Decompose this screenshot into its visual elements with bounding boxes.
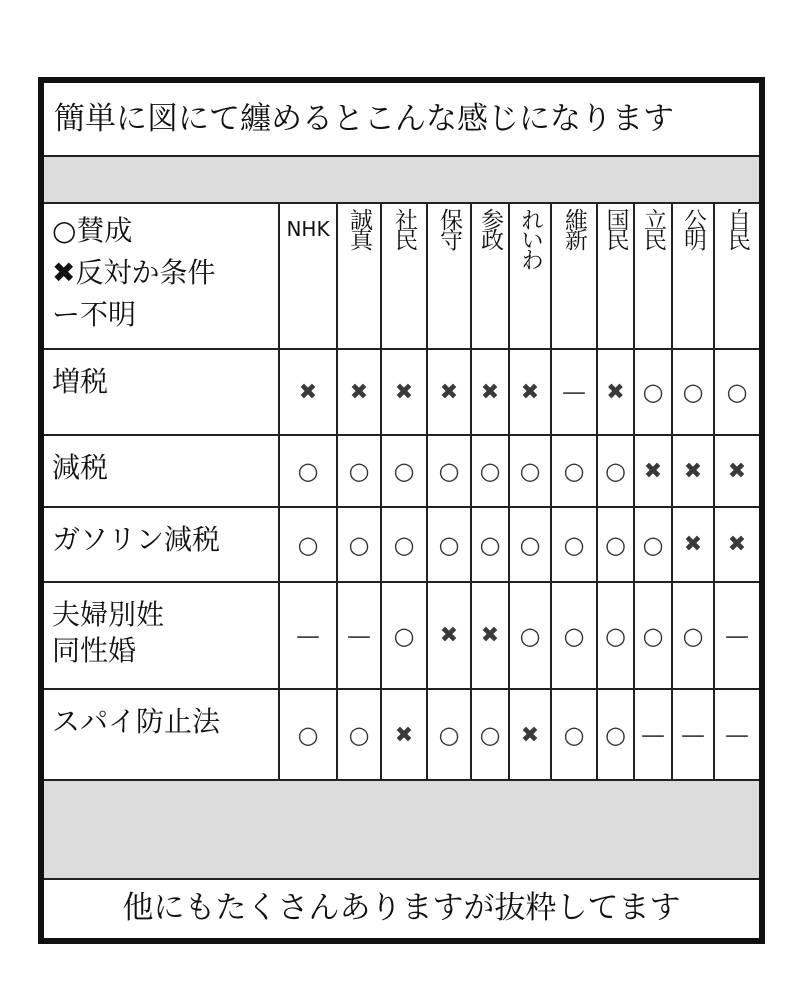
mark-cell: ○: [472, 690, 510, 780]
mark-cell: ○: [338, 508, 382, 583]
party-header: [552, 204, 598, 350]
mark-cell: ✖: [510, 350, 552, 436]
mark-cell: ○: [382, 508, 428, 583]
mark-cell: ○: [382, 436, 428, 508]
mark-cell: ○: [472, 508, 510, 583]
party-hoshu: 保守: [436, 208, 462, 248]
mark-cell: ○: [280, 690, 338, 780]
mark-cell: ○: [598, 690, 635, 780]
mark-cell: ✖: [673, 436, 715, 508]
mark-cell: ○: [510, 508, 552, 583]
mark-cell: ○: [598, 583, 635, 690]
mark-cell: ○: [552, 508, 598, 583]
legend-agree: ○賛成: [52, 214, 133, 247]
mark-cell: ○: [598, 436, 635, 508]
row-label: スパイ防止法: [44, 690, 280, 780]
mark-cell: ○: [280, 436, 338, 508]
row-label: ガソリン減税: [44, 508, 280, 583]
mark-cell: ○: [280, 508, 338, 583]
mark-cell: —: [552, 350, 598, 436]
party-nhk: NHK: [286, 217, 330, 241]
mark-cell: ✖: [382, 350, 428, 436]
party-shamin: 社民: [391, 208, 417, 248]
mark-cell: ○: [552, 436, 598, 508]
comparison-table: [44, 204, 759, 779]
party-kokumin: 国民: [602, 208, 629, 248]
party-header: [673, 204, 715, 350]
mark-cell: ✖: [715, 508, 759, 583]
legend-oppose: ✖反対か条件: [52, 256, 216, 289]
mark-cell: ✖: [598, 350, 635, 436]
mark-cell: ✖: [510, 690, 552, 780]
party-ishin: 維新: [561, 208, 587, 248]
mark-cell: ✖: [428, 583, 472, 690]
mark-cell: ○: [552, 690, 598, 780]
row-label: 夫婦別姓 同性婚: [44, 583, 280, 690]
party-header: [338, 204, 382, 350]
mark-cell: ○: [428, 690, 472, 780]
mark-cell: ○: [598, 508, 635, 583]
mark-cell: —: [635, 690, 673, 780]
mark-cell: ✖: [338, 350, 382, 436]
page-title: 簡単に図にて纏めるとこんな感じになります: [44, 83, 759, 157]
mark-cell: ○: [510, 583, 552, 690]
mark-cell: ○: [382, 583, 428, 690]
mark-cell: —: [725, 721, 749, 749]
mark-cell: ○: [428, 436, 472, 508]
party-header: [280, 204, 338, 350]
mark-cell: ○: [510, 436, 552, 508]
party-header: [428, 204, 472, 350]
party-reiwa: れいわ: [517, 208, 543, 268]
mark-cell: ✖: [673, 508, 715, 583]
party-header: [715, 204, 759, 350]
mark-cell: ○: [635, 508, 673, 583]
legend-unknown: ー不明: [52, 298, 137, 331]
mark-cell: —: [673, 690, 715, 780]
mark-cell: ○: [428, 508, 472, 583]
mark-cell: —: [715, 583, 759, 690]
gray-band-top: [44, 157, 759, 204]
mark-cell: —: [338, 583, 382, 690]
mark-cell: ✖: [428, 350, 472, 436]
party-sansei: 参政: [477, 208, 503, 248]
mark-cell: ✖: [280, 350, 338, 436]
mark-cell: ○: [552, 583, 598, 690]
gray-band-bottom: [44, 779, 759, 880]
party-seishin: 誠真: [346, 208, 372, 248]
party-header: [598, 204, 635, 350]
party-header: [472, 204, 510, 350]
mark-cell: ○: [715, 350, 759, 436]
mark-cell: ○: [635, 350, 673, 436]
row-label: 減税: [44, 436, 280, 508]
chart-frame: [38, 77, 765, 944]
mark-cell: ○: [338, 690, 382, 780]
party-komei: 公明: [680, 208, 706, 248]
party-header: [635, 204, 673, 350]
mark-cell: ✖: [635, 436, 673, 508]
mark-cell: ○: [673, 583, 715, 690]
mark-cell: ○: [472, 436, 510, 508]
mark-cell: ✖: [472, 583, 510, 690]
party-jimin: 自民: [724, 208, 750, 248]
mark-cell: ○: [635, 583, 673, 690]
mark-cell: ○: [673, 350, 715, 436]
party-header: [382, 204, 428, 350]
footer-note: 他にもたくさんありますが抜粋してます: [122, 890, 681, 926]
party-rikken: 立民: [640, 208, 666, 248]
mark-cell: ✖: [382, 690, 428, 780]
mark-cell: ○: [338, 436, 382, 508]
mark-cell: ✖: [715, 436, 759, 508]
row-label: 増税: [44, 350, 280, 436]
mark-cell: —: [280, 583, 338, 690]
mark-cell: ✖: [472, 350, 510, 436]
legend: [44, 204, 280, 350]
party-header: [510, 204, 552, 350]
